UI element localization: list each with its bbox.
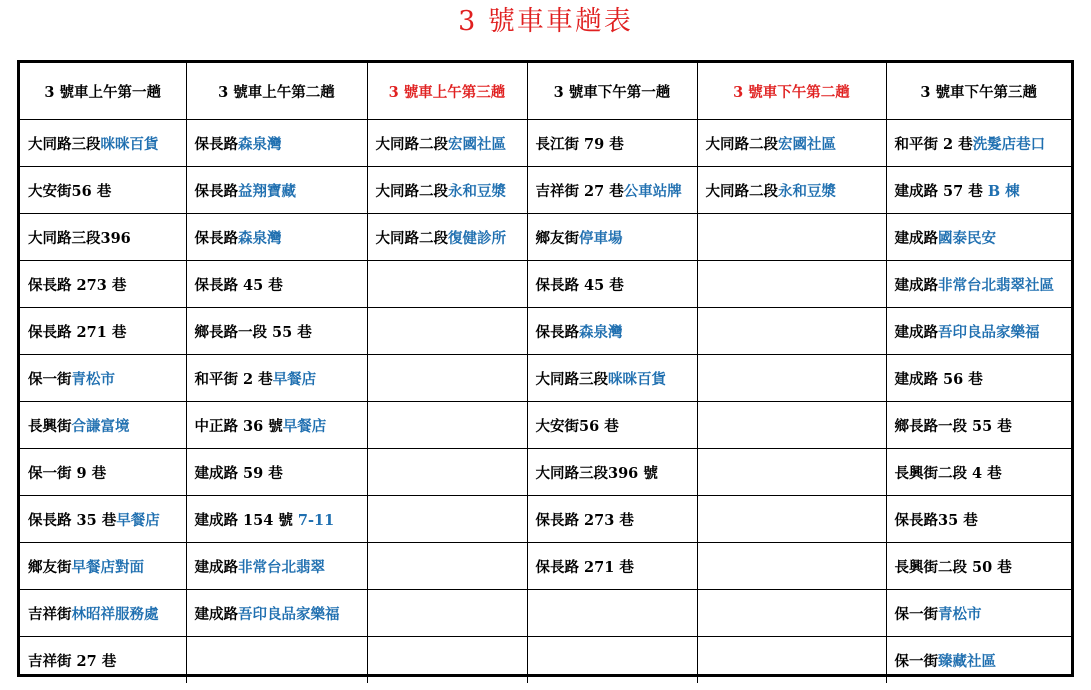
table-cell — [367, 308, 527, 355]
stop-street: 保一街 — [894, 605, 938, 623]
column-header: 3 號車上午第一趟 — [20, 63, 186, 120]
table-cell — [186, 449, 367, 496]
stop-street: 保長路 271 巷 — [28, 323, 127, 341]
stop-street: 保一街 9 巷 — [28, 464, 107, 482]
stop-landmark: 吾印良品家樂福 — [238, 605, 340, 623]
table-cell — [20, 543, 186, 590]
stop-landmark: 咪咪百貨 — [100, 135, 159, 153]
stop-street: 鄉長路一段 55 巷 — [894, 417, 1012, 435]
schedule-table-frame — [17, 60, 1074, 677]
table-cell — [886, 355, 1071, 402]
table-cell — [527, 449, 697, 496]
table-cell — [186, 120, 367, 167]
table-cell — [886, 214, 1071, 261]
table-cell — [20, 496, 186, 543]
stop-street: 保長路 — [194, 229, 238, 247]
table-cell — [186, 402, 367, 449]
table-cell — [886, 308, 1071, 355]
stop-landmark: 森泉灣 — [238, 135, 282, 153]
table-cell — [886, 402, 1071, 449]
stop-landmark: B 棟 — [987, 182, 1020, 200]
table-row — [20, 637, 1071, 684]
stop-street: 保長路 45 巷 — [535, 276, 624, 294]
stop-street: 建成路 — [194, 558, 238, 576]
table-cell — [20, 261, 186, 308]
stop-landmark: 復健診所 — [448, 229, 506, 247]
table-cell — [186, 167, 367, 214]
table-cell — [697, 496, 886, 543]
stop-landmark: 林昭祥服務處 — [71, 605, 159, 623]
table-cell — [367, 120, 527, 167]
table-cell — [20, 637, 186, 684]
stop-landmark: 國泰民安 — [938, 229, 996, 247]
stop-landmark: 青松市 — [938, 605, 982, 623]
stop-street: 大安街56 巷 — [535, 417, 619, 435]
table-cell — [186, 590, 367, 637]
table-row — [20, 120, 1071, 167]
stop-landmark: 咪咪百貨 — [608, 370, 666, 388]
stop-street: 中正路 36 號 — [194, 417, 283, 435]
stop-street: 大同路三段396 — [28, 229, 131, 247]
stop-street: 大同路二段 — [705, 182, 778, 200]
stop-street: 長興街二段 4 巷 — [894, 464, 1002, 482]
stop-street: 保長路 273 巷 — [28, 276, 127, 294]
stop-street: 吉祥街 — [28, 605, 72, 623]
column-header: 3 號車下午第一趟 — [527, 63, 697, 120]
table-cell — [886, 543, 1071, 590]
stop-street: 保長路 35 巷 — [28, 511, 117, 529]
table-cell — [697, 167, 886, 214]
stop-street: 大同路二段 — [375, 229, 448, 247]
stop-street: 保長路 — [194, 182, 238, 200]
stop-street: 建成路 — [194, 605, 238, 623]
stop-landmark: 宏國社區 — [778, 135, 836, 153]
table-cell — [186, 214, 367, 261]
stop-street: 保一街 — [28, 370, 72, 388]
table-cell — [697, 637, 886, 684]
stop-street: 建成路 57 巷 — [894, 182, 988, 200]
table-cell — [20, 402, 186, 449]
table-cell — [367, 543, 527, 590]
stop-street: 長興街二段 50 巷 — [894, 558, 1012, 576]
table-cell — [367, 637, 527, 684]
table-cell — [527, 355, 697, 402]
table-cell — [186, 543, 367, 590]
table-cell — [697, 261, 886, 308]
table-cell — [886, 261, 1071, 308]
table-cell — [20, 120, 186, 167]
stop-landmark: 永和豆漿 — [778, 182, 836, 200]
table-cell — [697, 449, 886, 496]
stop-street: 鄉友街 — [535, 229, 579, 247]
table-cell — [367, 496, 527, 543]
table-cell — [697, 120, 886, 167]
table-cell — [527, 637, 697, 684]
stop-street: 和平街 2 巷 — [194, 370, 273, 388]
table-row — [20, 402, 1071, 449]
stop-street: 大同路三段 — [28, 135, 101, 153]
table-cell — [886, 167, 1071, 214]
table-cell — [367, 402, 527, 449]
table-cell — [367, 590, 527, 637]
stop-street: 建成路 — [894, 276, 938, 294]
stop-street: 大安街56 巷 — [28, 182, 112, 200]
stop-landmark: 早餐店 — [272, 370, 317, 388]
column-header: 3 號車上午第三趟 — [367, 63, 527, 120]
table-cell — [20, 308, 186, 355]
stop-street: 建成路 56 巷 — [894, 370, 983, 388]
table-cell — [20, 167, 186, 214]
stop-landmark: 臻藏社區 — [938, 652, 996, 670]
stop-landmark: 早餐店 — [282, 417, 327, 435]
table-cell — [697, 402, 886, 449]
column-header: 3 號車下午第二趟 — [697, 63, 886, 120]
table-cell — [886, 590, 1071, 637]
stop-street: 建成路 — [894, 229, 938, 247]
table-cell — [186, 637, 367, 684]
stop-street: 長江街 79 巷 — [535, 135, 624, 153]
table-cell — [527, 261, 697, 308]
stop-street: 保長路 271 巷 — [535, 558, 634, 576]
stop-landmark: 青松市 — [71, 370, 115, 388]
table-header-row — [20, 63, 1071, 120]
stop-street: 大同路二段 — [705, 135, 778, 153]
table-cell — [186, 496, 367, 543]
column-header: 3 號車上午第二趟 — [186, 63, 367, 120]
table-body — [20, 120, 1071, 684]
table-cell — [886, 637, 1071, 684]
table-row — [20, 449, 1071, 496]
stop-street: 大同路二段 — [375, 182, 448, 200]
table-cell — [20, 590, 186, 637]
stop-street: 保一街 — [894, 652, 938, 670]
stop-street: 保長路 45 巷 — [194, 276, 283, 294]
table-cell — [886, 496, 1071, 543]
page-title: 3 號車車趟表 — [458, 6, 633, 37]
table-row — [20, 543, 1071, 590]
stop-street: 和平街 2 巷 — [894, 135, 973, 153]
table-cell — [20, 214, 186, 261]
column-header: 3 號車下午第三趟 — [886, 63, 1071, 120]
table-cell — [697, 543, 886, 590]
stop-street: 吉祥街 27 巷 — [28, 652, 117, 670]
stop-street: 保長路35 巷 — [894, 511, 978, 529]
table-row — [20, 355, 1071, 402]
stop-landmark: 早餐店對面 — [71, 558, 144, 576]
table-cell — [186, 308, 367, 355]
stop-street: 鄉友街 — [28, 558, 72, 576]
stop-street: 吉祥街 27 巷 — [535, 182, 624, 200]
table-cell — [20, 449, 186, 496]
stop-street: 大同路三段 — [535, 370, 608, 388]
stop-street: 大同路三段396 號 — [535, 464, 658, 482]
schedule-table — [20, 63, 1071, 683]
table-cell — [527, 120, 697, 167]
stop-street: 建成路 — [894, 323, 938, 341]
stop-landmark: 洗髮店巷口 — [972, 135, 1046, 153]
table-cell — [527, 308, 697, 355]
stop-street: 保長路 — [535, 323, 579, 341]
stop-landmark: 益翔寶藏 — [238, 182, 296, 200]
table-cell — [367, 355, 527, 402]
stop-street: 建成路 59 巷 — [194, 464, 283, 482]
stop-landmark: 停車場 — [579, 229, 623, 247]
table-row — [20, 167, 1071, 214]
table-cell — [527, 167, 697, 214]
table-cell — [527, 214, 697, 261]
table-cell — [186, 261, 367, 308]
stop-street: 建成路 154 號 — [194, 511, 298, 529]
stop-street: 保長路 — [194, 135, 238, 153]
stop-landmark: 合謙富境 — [71, 417, 130, 435]
table-row — [20, 590, 1071, 637]
table-cell — [697, 214, 886, 261]
stop-landmark: 早餐店 — [116, 511, 160, 529]
stop-landmark: 森泉灣 — [238, 229, 282, 247]
table-cell — [367, 261, 527, 308]
table-cell — [367, 214, 527, 261]
stop-landmark: 吾印良品家樂福 — [938, 323, 1040, 341]
table-cell — [697, 308, 886, 355]
stop-landmark: 非常台北翡翠社區 — [938, 276, 1054, 294]
stop-landmark: 非常台北翡翠 — [238, 558, 325, 576]
table-cell — [527, 402, 697, 449]
table-row — [20, 261, 1071, 308]
table-cell — [20, 355, 186, 402]
stop-landmark: 7-11 — [297, 511, 335, 529]
table-cell — [527, 496, 697, 543]
table-cell — [367, 167, 527, 214]
stop-landmark: 永和豆漿 — [448, 182, 506, 200]
table-cell — [697, 590, 886, 637]
table-row — [20, 496, 1071, 543]
table-cell — [186, 355, 367, 402]
stop-street: 大同路二段 — [375, 135, 448, 153]
table-cell — [367, 449, 527, 496]
table-row — [20, 308, 1071, 355]
stop-landmark: 公車站牌 — [623, 182, 682, 200]
stop-street: 保長路 273 巷 — [535, 511, 634, 529]
stop-landmark: 森泉灣 — [579, 323, 623, 341]
table-cell — [886, 449, 1071, 496]
table-cell — [527, 590, 697, 637]
stop-street: 長興街 — [28, 417, 72, 435]
table-cell — [886, 120, 1071, 167]
stop-street: 鄉長路一段 55 巷 — [194, 323, 312, 341]
table-cell — [697, 355, 886, 402]
table-cell — [527, 543, 697, 590]
stop-landmark: 宏國社區 — [448, 135, 506, 153]
table-row — [20, 214, 1071, 261]
